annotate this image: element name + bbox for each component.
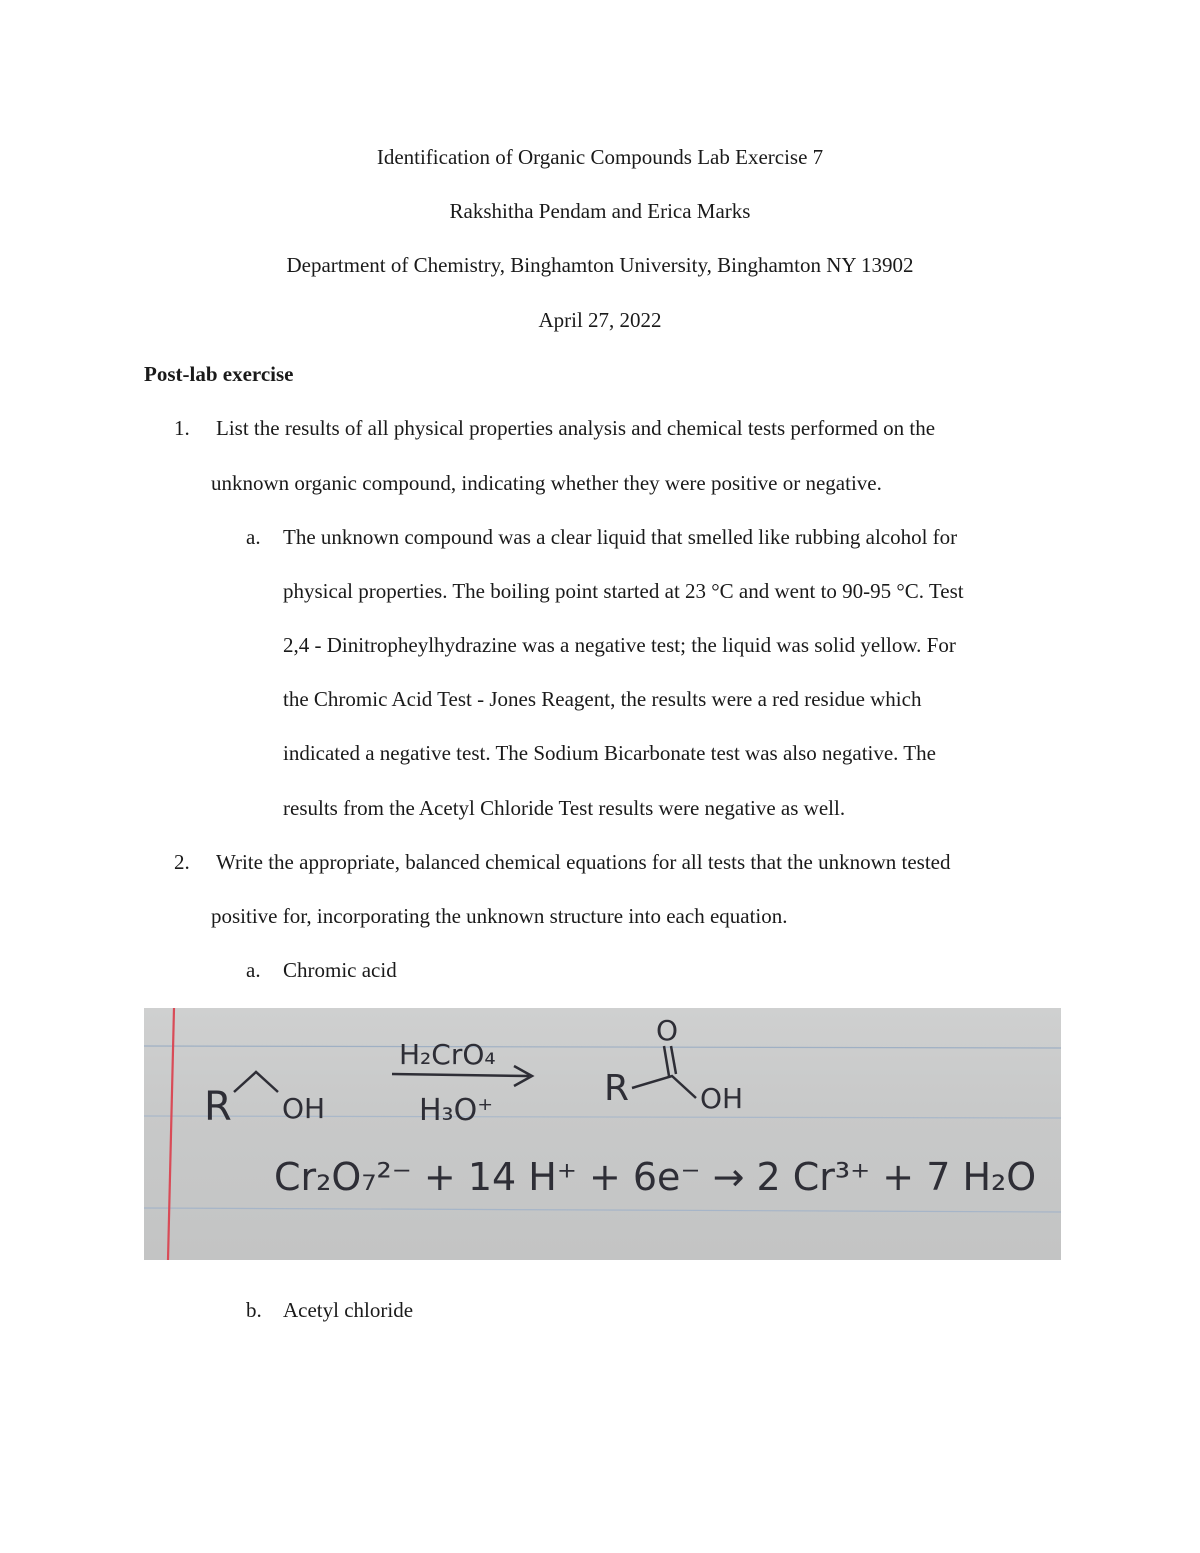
- date: April 27, 2022: [538, 308, 662, 332]
- reaction-arrow: [392, 1074, 529, 1076]
- product-o: O: [656, 1014, 679, 1047]
- product-oh: OH: [700, 1082, 744, 1115]
- reactant-r: R: [204, 1084, 232, 1130]
- ruled-line: [144, 1208, 1061, 1212]
- handwritten-equation-drawing: [144, 1008, 1061, 1260]
- carbonyl-bond: [664, 1046, 669, 1076]
- q2a-label: Chromic acid: [283, 958, 397, 982]
- half-reaction: Cr₂O₇²⁻ + 14 H⁺ + 6e⁻ → 2 Cr³⁺ + 7 H₂O: [274, 1155, 1037, 1199]
- product-r: R: [604, 1068, 630, 1109]
- q1a-line-6: results from the Acetyl Chloride Test results were negative as well.: [283, 796, 846, 820]
- reactant-oh: OH: [282, 1092, 326, 1125]
- ruled-line: [144, 1046, 1061, 1048]
- q2-line-1: Write the appropriate, balanced chemical equations for all tests that the unknown tested: [216, 850, 951, 874]
- q1a-line-1: The unknown compound was a clear liquid that smelled like rubbing alcohol for: [283, 525, 958, 549]
- q1a-line-3: 2,4 - Dinitropheylhydrazine was a negative test; the liquid was solid yellow. For: [283, 633, 956, 657]
- q1a-marker: a.: [246, 525, 261, 549]
- product-bond: [632, 1076, 696, 1098]
- reagent-bottom: H₃O⁺: [419, 1093, 494, 1128]
- q1-number: 1.: [174, 416, 190, 440]
- authors: Rakshitha Pendam and Erica Marks: [449, 199, 751, 223]
- q1a-line-5: indicated a negative test. The Sodium Bicarbonate test was also negative. The: [283, 741, 936, 765]
- reactant-bond: [234, 1072, 278, 1092]
- q1-line-1: List the results of all physical properties analysis and chemical tests performed on the: [216, 416, 936, 440]
- section-heading: Post-lab exercise: [144, 362, 294, 386]
- q1a-line-4: the Chromic Acid Test - Jones Reagent, the results were a red residue which: [283, 687, 922, 711]
- handwritten-equation-photo: [144, 1008, 1061, 1260]
- q2b-label: Acetyl chloride: [283, 1298, 414, 1322]
- q1-line-2: unknown organic compound, indicating whether they were positive or negative.: [211, 471, 882, 495]
- q2-line-2: positive for, incorporating the unknown structure into each equation.: [211, 904, 788, 928]
- q2a-marker: a.: [246, 958, 261, 982]
- q2b-marker: b.: [246, 1298, 262, 1322]
- reagent-top: H₂CrO₄: [399, 1038, 496, 1071]
- affiliation: Department of Chemistry, Binghamton University, Binghamton NY 13902: [286, 253, 914, 277]
- q1a-line-2: physical properties. The boiling point started at 23 °C and went to 90-95 °C. Test: [283, 579, 964, 603]
- carbonyl-bond-2: [671, 1046, 676, 1074]
- document-title: Identification of Organic Compounds Lab Exercise 7: [376, 145, 824, 169]
- q2-number: 2.: [174, 850, 190, 874]
